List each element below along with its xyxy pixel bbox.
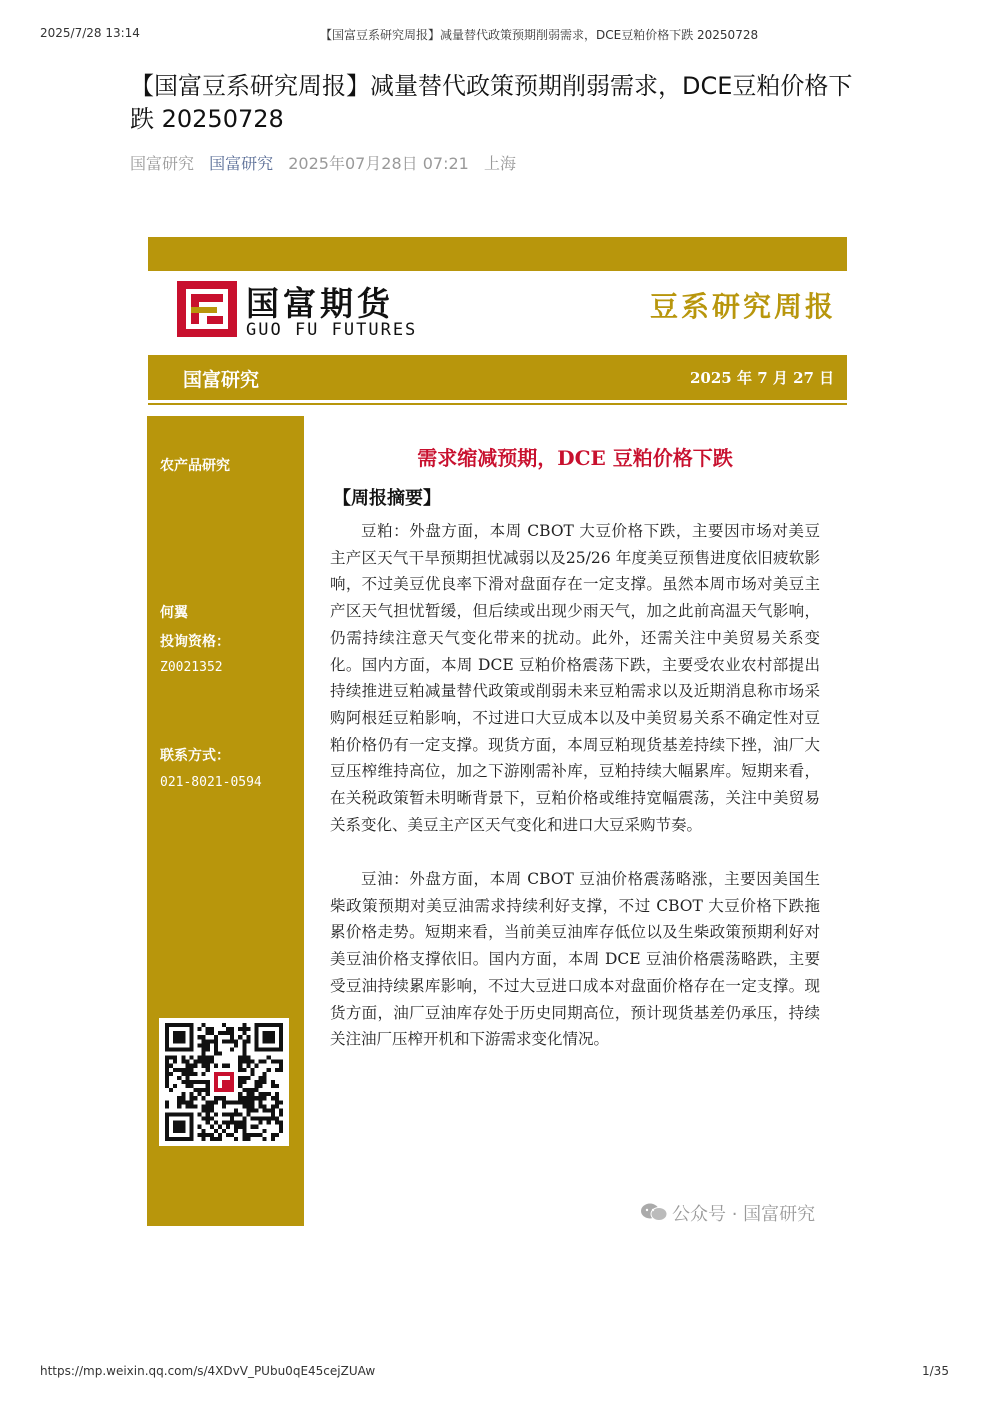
header-divider <box>148 403 847 405</box>
article-author: 国富研究 <box>130 154 195 173</box>
logo-chinese-text: 国富期货 <box>246 284 394 323</box>
contact-phone: 021-8021-0594 <box>160 775 262 790</box>
summary-title: 【周报摘要】 <box>333 488 441 509</box>
analyst-name: 何翼 <box>160 605 188 621</box>
summary-paragraph-soyoil: 豆油：外盘方面，本周 CBOT 豆油价格震荡略涨，主要因美国生柴政策预期对美豆油需求持续利好支撑，不过 CBOT 大豆价格下跌拖累价格走势。短期来看，当前美豆油库存低位以及生柴政策预期利好对美豆油价格支撑依旧。国内方面，本周 DCE 豆油价格震荡略跌，主要受豆油持续累库影响，不过大豆进口成本对盘面价格存在一定支撑。现货方面，油厂豆油库存处于历史同期高位，预计现货基差仍承压，持续关注油厂压榨开机和下游需求变化情况。 <box>330 870 820 1049</box>
wechat-icon <box>640 1202 668 1222</box>
sidebar-category: 农产品研究 <box>160 458 230 474</box>
guofu-logo-icon <box>177 281 237 337</box>
article-title: 【国富豆系研究周报】减量替代政策预期削弱需求，DCE豆粕价格下跌 20250728 <box>130 72 853 133</box>
qr-code-icon <box>165 1023 283 1141</box>
qr-code-container <box>159 1018 289 1146</box>
account-name-link[interactable]: 国富研究 <box>209 154 274 173</box>
footer-page-number: 1/35 <box>922 1364 949 1378</box>
contact-label: 联系方式： <box>160 748 230 764</box>
report-date: 2025 年 7 月 27 日 <box>690 369 835 387</box>
report-type-title: 豆系研究周报 <box>650 290 837 323</box>
summary-paragraph-soymeal: 豆粕：外盘方面，本周 CBOT 大豆价格下跌，主要因市场对美豆主产区天气干旱预期担忧减弱以及25/26 年度美豆预售进度依旧疲软影响，不过美豆优良率下滑对盘面存在一定支撑。虽然本周市场对美豆主产区天气担忧暂缓，但后续或出现少雨天气，加之此前高温天气影响，仍需持续注意天气变化带来的扰动。此外，还需关注中美贸易关系变化。国内方面，本周 DCE 豆粕价格震荡下跌，主要受农业农村部提出持续推进豆粕减量替代政策或削弱未来豆粕需求以及近期消息称市场采购阿根廷豆粕影响，不过进口大豆成本以及中美贸易关系不确定性对豆粕价格仍有一定支撑。现货方面，本周豆粕现货基差持续下挫，油厂大豆压榨维持高位，加之下游刚需补库，豆粕持续大幅累库。短期来看，在关税政策暂未明晰背景下，豆粕价格或维持宽幅震荡，关注中美贸易关系变化、美豆主产区天气变化和进口大豆采购节奏。 <box>330 522 820 834</box>
report-org: 国富研究 <box>183 369 260 391</box>
article-meta <box>130 151 526 174</box>
publish-datetime: 2025年07月28日 07:21 <box>288 154 469 173</box>
license-id: Z0021352 <box>160 660 223 675</box>
footer-url: https://mp.weixin.qq.com/s/4XDvV_PUbu0qE45cejZUAw <box>40 1364 376 1378</box>
report-heading: 需求缩减预期，DCE 豆粕价格下跌 <box>417 446 733 470</box>
publish-location: 上海 <box>483 154 516 173</box>
print-timestamp: 2025/7/28 13:14 <box>40 26 140 40</box>
license-label: 投询资格： <box>160 634 230 650</box>
logo-english-text: GUO FU FUTURES <box>246 320 418 340</box>
wechat-watermark: 公众号 · 国富研究 <box>672 1204 816 1225</box>
print-header-title: 【国富豆系研究周报】减量替代政策预期削弱需求，DCE豆粕价格下跌 20250728 <box>320 28 759 42</box>
report-top-bar <box>148 237 847 271</box>
